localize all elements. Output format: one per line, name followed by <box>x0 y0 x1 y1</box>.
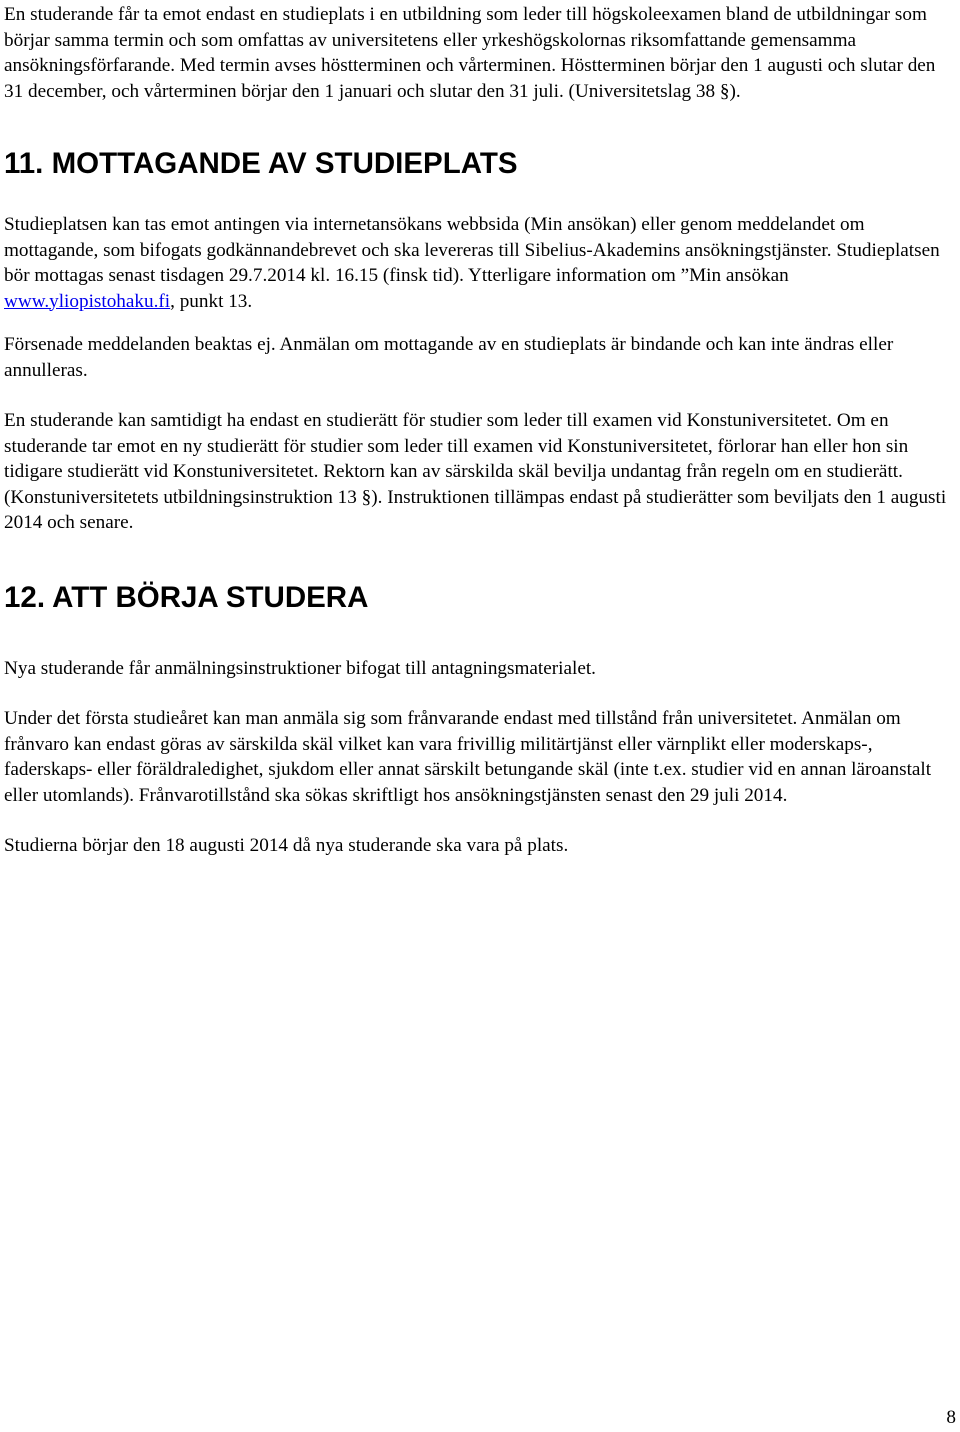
section-12-paragraph-1: Nya studerande får anmälningsinstruktioner bifogat till antagningsmaterialet. <box>4 657 596 679</box>
section-11-paragraph-1-text: Studieplatsen kan tas emot antingen via internetansökans webbsida (Min ansökan) eller genom meddelandet om mottagande, som bifogats godkännandebrevet och ska levereras till Sibelius-Akademins ansökningstjänster. Studieplatsen bör mottagas senast tisdagen 29.7.2014 kl. 16.15 (finsk tid). Ytterligare information om ”Min ansökan <box>4 214 940 286</box>
section-12-paragraph-3: Studierna börjar den 18 augusti 2014 då nya studerande ska vara på plats. <box>4 835 569 856</box>
section-11-paragraph-3: En studerande kan samtidigt ha endast en studierätt för studier som leder till examen vid Konstuniversitetet. Om en studerande tar emot en ny studierätt för studier som leder till examen vid Konstuniversitetet, förlorar han eller hon sin tidigare studierätt vid Konstuniversitetet. Rektorn kan av särskilda skäl bevilja undantag från regeln om en studierätt. (Konstuniversitetets utbildningsinstruktion 13 §). Instruktionen tillämpas endast på studierätter som beviljats den 1 augusti 2014 och senare. <box>4 410 947 533</box>
section-12-paragraph-2: Under det första studieåret kan man anmäla sig som frånvarande endast med tillstånd från universitetet. Anmälan om frånvaro kan endast göras av särskilda skäl vilket kan vara frivillig militärtjänst eller värnplikt eller moderskaps-, faderskaps- eller föräldraledighet, sjukdom eller annat särskilt betungande skäl (inte t.ex. studier vid en annan läroanstalt eller utomlands). Frånvarotillstånd ska sökas skriftligt hos ansökningstjänsten senast den 29 juli 2014. <box>4 708 932 806</box>
yliopistohaku-link[interactable]: www.yliopistohaku.fi <box>4 290 171 312</box>
section-11-paragraph-2: Försenade meddelanden beaktas ej. Anmälan om mottagande av en studieplats är bindande och kan inte ändras eller annulleras. <box>4 334 894 381</box>
section-11-heading: 11. MOTTAGANDE AV STUDIEPLATS <box>4 147 518 180</box>
document-page <box>4 2 952 859</box>
intro-paragraph: En studerande får ta emot endast en studieplats i en utbildning som leder till högskoleexamen bland de utbildningar som börjar samma termin och som omfattas av universitetens eller yrkeshögskolornas riksomfattande gemensamma ansökningsförfarande. Med termin avses höstterminen och vårterminen. Höstterminen börjar den 1 augusti och slutar den 31 december, och vårterminen börjar den 1 januari och slutar den 31 juli. (Universitetslag 38 §). <box>4 4 936 102</box>
page-number: 8 <box>946 1407 956 1428</box>
section-12-heading: 12. ATT BÖRJA STUDERA <box>4 580 369 614</box>
section-11-paragraph-1 <box>4 212 952 314</box>
section-11-paragraph-1-tail: , punkt 13. <box>170 290 253 312</box>
